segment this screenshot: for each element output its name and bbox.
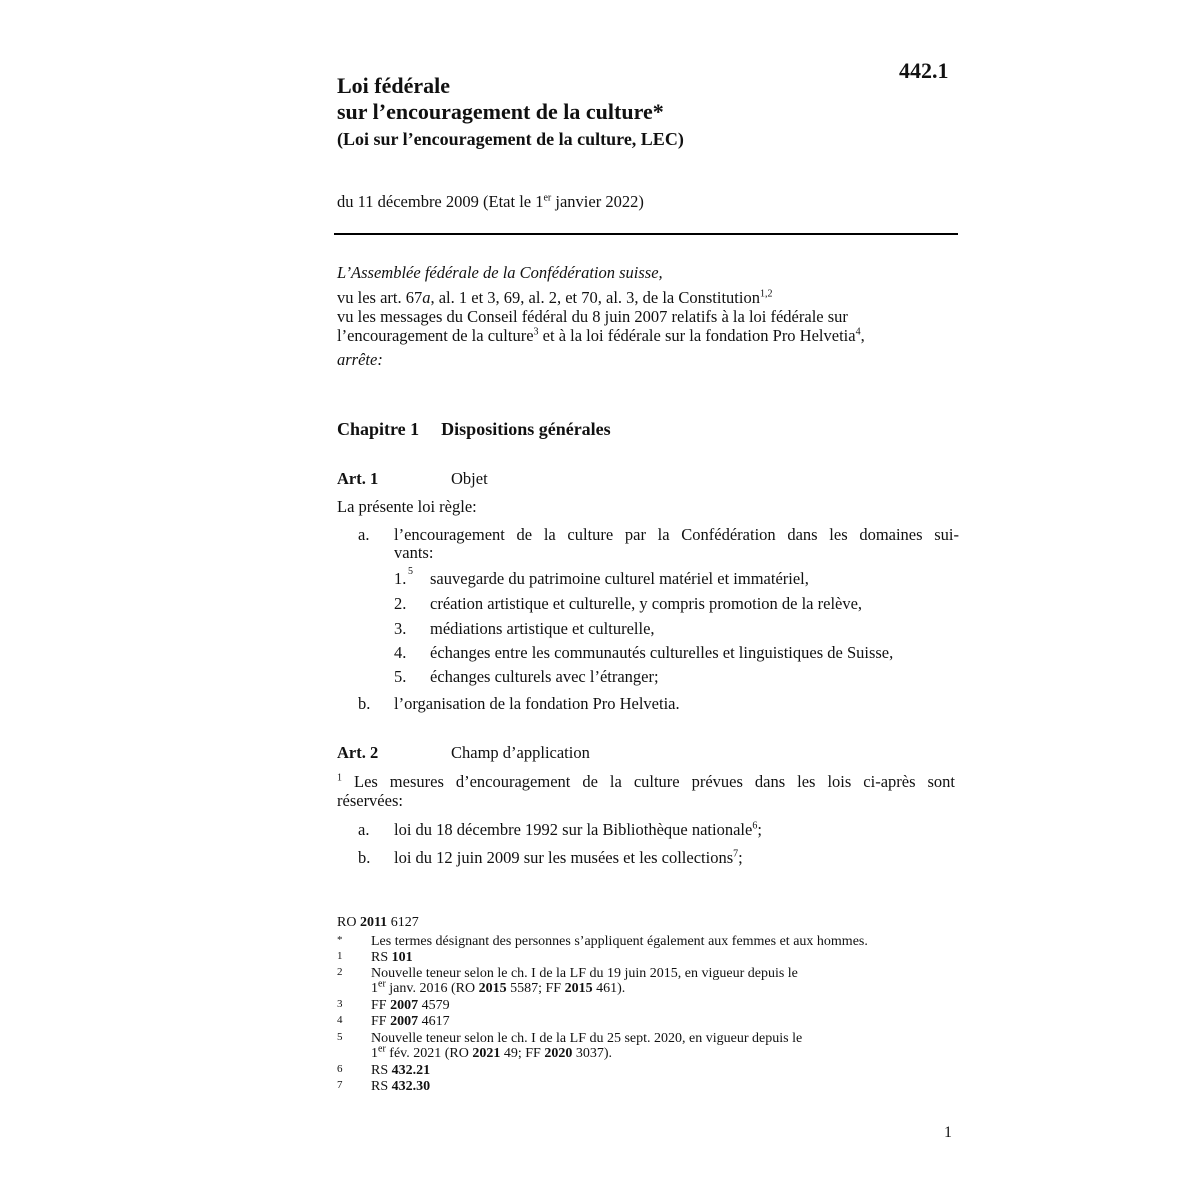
art-2-number: Art. 2 xyxy=(337,743,379,762)
footnote-text: Les termes désignant des personnes s’appliquent également aux femmes et aux hommes. xyxy=(371,934,868,949)
ro-year: 2011 xyxy=(359,915,388,930)
fn-line-1: Nouvelle teneur selon le ch. I de la LF du 25 sept. 2020, en vigueur depuis le xyxy=(371,1031,803,1046)
fn-pre: RS xyxy=(371,1063,392,1078)
art-1-heading xyxy=(337,469,488,489)
footnote-text xyxy=(371,1079,961,1094)
chapter-number: Chapitre 1 xyxy=(337,419,420,439)
preamble-assembly: L’Assemblée fédérale de la Confédération suisse, xyxy=(337,263,663,282)
footnote-mark: 3 xyxy=(337,998,343,1010)
sub-label: 5. xyxy=(394,667,407,686)
sub-text: sauvegarde du patrimoine culturel matériel et immatériel, xyxy=(430,569,809,588)
item-b-label: b. xyxy=(358,694,371,713)
title-line-2: sur l’encouragement de la culture* xyxy=(337,99,664,124)
ro-page: 6127 xyxy=(387,915,419,930)
footnote-text xyxy=(371,950,961,965)
vu-italic: a xyxy=(422,288,431,307)
footnote-text xyxy=(371,998,961,1013)
sub-label: 3. xyxy=(394,619,407,638)
date-text: du 11 décembre 2009 (Etat le 1 xyxy=(337,192,544,211)
art-1-number: Art. 1 xyxy=(337,469,379,488)
footnote-text xyxy=(371,1063,961,1078)
fn-sup: er xyxy=(378,978,386,990)
fn-bold: 101 xyxy=(391,950,413,965)
ro-pre: RO xyxy=(337,915,360,930)
sub-text: échanges entre les communautés culturelles et linguistiques de Suisse, xyxy=(430,643,894,662)
date-superscript: er xyxy=(543,192,552,204)
fn-text: 3037). xyxy=(572,1046,612,1061)
item-b-text-main: loi du 12 juin 2009 sur les musées et les collections xyxy=(394,848,734,867)
footnote-mark: 6 xyxy=(337,1063,343,1075)
footnote-text xyxy=(371,1031,961,1061)
fn-bold: 2020 xyxy=(544,1046,573,1061)
para-1-text: Les mesures d’encouragement de la culture prévues dans les lois ci-après sont xyxy=(342,772,955,791)
vu2-text-2: et à la loi fédérale sur la fondation Pro Helvetia xyxy=(538,326,856,345)
fn-line-2: 1 xyxy=(371,981,378,996)
page-number: 1 xyxy=(944,1124,952,1141)
law-subtitle: (Loi sur l’encouragement de la culture, LEC) xyxy=(337,129,684,149)
date-text-end: janvier 2022) xyxy=(551,192,644,211)
item-a-label: a. xyxy=(358,820,370,839)
footnote-ref-6[interactable]: 6 xyxy=(752,820,758,832)
vu-text: vu les art. 67 xyxy=(337,288,423,307)
vu2-text: l’encouragement de la culture xyxy=(337,326,534,345)
footnote-ref-1[interactable]: 1 xyxy=(759,288,765,300)
fn-bold: 2007 xyxy=(390,998,419,1013)
footnote-ref-7[interactable]: 7 xyxy=(733,848,739,860)
footnote-ref-3[interactable]: 3 xyxy=(533,326,539,338)
fn-pre: FF xyxy=(371,1014,391,1029)
item-a-line-2: vants: xyxy=(394,543,434,562)
fn-bold: 2007 xyxy=(390,1014,419,1029)
fn-post: 4617 xyxy=(418,1014,450,1029)
fn-bold: 2015 xyxy=(478,981,507,996)
item-a-text xyxy=(394,821,762,839)
item-a-text-main: loi du 18 décembre 1992 sur la Bibliothèque nationale xyxy=(394,820,753,839)
fn-bold: 432.30 xyxy=(391,1079,431,1094)
footnote-mark: 1 xyxy=(337,950,343,962)
footnote-text xyxy=(371,1014,961,1029)
footnote-ref-2[interactable]: ,2 xyxy=(764,288,773,300)
para-1-line-2: réservées: xyxy=(337,791,403,810)
preamble-vu-messages-2 xyxy=(337,326,959,345)
art-2-heading xyxy=(337,743,590,763)
fn-line-2: 1 xyxy=(371,1046,378,1061)
sub-text: médiations artistique et culturelle, xyxy=(430,619,655,638)
preamble-vu-messages-1: vu les messages du Conseil fédéral du 8 juin 2007 relatifs à la loi fédérale sur xyxy=(337,307,848,326)
rs-number: 442.1 xyxy=(899,58,949,83)
sub-label: 2. xyxy=(394,594,407,613)
fn-sup: er xyxy=(378,1043,386,1055)
fn-bold: 2021 xyxy=(472,1046,501,1061)
title-line-1: Loi fédérale xyxy=(337,73,451,98)
item-b-end: ; xyxy=(738,848,743,867)
footnote-mark: 2 xyxy=(337,966,343,978)
para-number: 1 xyxy=(337,772,342,784)
item-b-text: l’organisation de la fondation Pro Helvetia. xyxy=(394,694,680,713)
art-1-intro: La présente loi règle: xyxy=(337,497,477,516)
fn-text: 5587; FF xyxy=(506,981,565,996)
item-a-line-1: l’encouragement de la culture par la Confédération dans les domaines sui- xyxy=(394,525,959,544)
fn-text: 49; FF xyxy=(500,1046,545,1061)
footnote-mark: 4 xyxy=(337,1014,343,1026)
fn-pre: FF xyxy=(371,998,391,1013)
fn-pre: RS xyxy=(371,1079,392,1094)
fn-bold: 432.21 xyxy=(391,1063,431,1078)
header-divider xyxy=(334,233,958,235)
art-2-para-1 xyxy=(337,772,955,810)
footnote-ref-4[interactable]: 4 xyxy=(855,326,861,338)
footnote-mark: * xyxy=(337,934,343,946)
date-line xyxy=(337,192,644,212)
preamble xyxy=(337,263,959,369)
sub-label: 1. xyxy=(394,569,407,588)
vu2-end: , xyxy=(860,326,865,345)
fn-post: 4579 xyxy=(418,998,450,1013)
vu-text-2: , al. 1 et 3, 69, al. 2, et 70, al. 3, de la Constitution xyxy=(430,288,760,307)
art-1-title: Objet xyxy=(451,469,488,488)
fn-text: fév. 2021 (RO xyxy=(385,1046,473,1061)
footnote-mark: 5 xyxy=(337,1031,343,1043)
art-2-title: Champ d’application xyxy=(451,743,590,762)
item-b-label: b. xyxy=(358,848,371,867)
fn-text: janv. 2016 (RO xyxy=(385,981,479,996)
footnote-text xyxy=(371,966,961,996)
ro-reference xyxy=(337,915,419,931)
item-b-text xyxy=(394,849,743,867)
preamble-arrete: arrête: xyxy=(337,350,383,369)
sub-text: échanges culturels avec l’étranger; xyxy=(430,667,659,686)
fn-pre: RS xyxy=(371,950,392,965)
fn-bold: 2015 xyxy=(564,981,593,996)
fn-text: 461). xyxy=(592,981,626,996)
preamble-vu-constitution xyxy=(337,288,959,307)
footnote-mark: 7 xyxy=(337,1079,343,1091)
item-a-label: a. xyxy=(358,525,370,544)
chapter-heading xyxy=(337,419,611,440)
chapter-title: Dispositions générales xyxy=(441,419,611,439)
sub-text: création artistique et culturelle, y compris promotion de la relève, xyxy=(430,594,863,613)
para-1-line-1 xyxy=(337,772,955,791)
law-title xyxy=(337,73,664,125)
fn-line-1: Nouvelle teneur selon le ch. I de la LF du 19 juin 2015, en vigueur depuis le xyxy=(371,966,798,981)
sub-label: 4. xyxy=(394,643,407,662)
item-a-end: ; xyxy=(757,820,762,839)
